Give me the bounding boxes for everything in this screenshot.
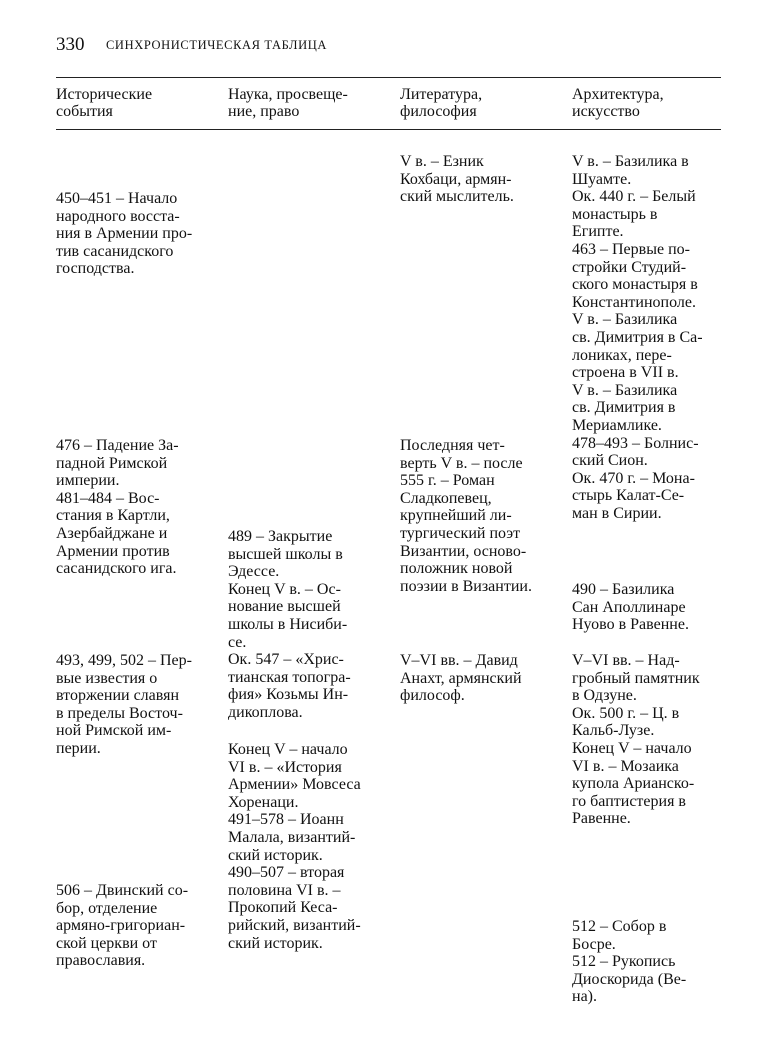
table-entry-history-3: 493, 499, 502 – Пер- вые известия о вторжении славян в пределы Восточ- ной Римской им- перии. xyxy=(56,652,192,757)
table-top-rule xyxy=(56,77,721,78)
header-bottom-rule xyxy=(56,129,721,130)
table-entry-architecture-2: 490 – Базилика Сан Аполлинаре Нуово в Равенне. xyxy=(572,581,689,634)
page-header xyxy=(56,34,726,58)
page-number: 330 xyxy=(56,34,85,55)
column-header-architecture xyxy=(572,86,722,120)
column-header-label: Литература, философия xyxy=(400,86,483,120)
column-header-science xyxy=(228,86,376,120)
table-entry-science-2: Конец V – начало VI в. – «История Армении» Мовсеса Хоренаци. 491–578 – Иоанн Малала, византий- ский историк. 490–507 – вторая половина VI в. – Прокопий Кеса- рийский, византий- ский историк. xyxy=(228,741,361,952)
column-header-label: Исторические события xyxy=(56,86,153,120)
table-entry-architecture-4: 512 – Собор в Босре. 512 – Рукопись Диоскорида (Ве- на). xyxy=(572,918,687,1006)
table-entry-history-4: 506 – Двинский со- бор, отделение армяно-григориан- ской церкви от православия. xyxy=(56,882,189,970)
table-entry-literature-1: V в. – Езник Кохбаци, армян- ский мыслитель. xyxy=(400,153,514,206)
table-entry-history-1: 450–451 – Начало народного восста- ния в Армении про- тив сасанидского господства. xyxy=(56,190,193,278)
column-header-label: Архитектура, искусство xyxy=(572,86,664,120)
column-header-label: Наука, просвеще- ние, право xyxy=(228,86,348,120)
table-entry-literature-3: V–VI вв. – Давид Анахт, армянский философ. xyxy=(400,652,522,705)
table-entry-literature-2: Последняя чет- верть V в. – после 555 г. – Роман Сладкопевец, крупнейший ли- тургический поэт Византии, осново- положник новой поэзии в Византии. xyxy=(400,437,532,595)
running-title: СИНХРОНИСТИЧЕСКАЯ ТАБЛИЦА xyxy=(106,38,327,52)
table-entry-architecture-3: V–VI вв. – Над- гробный памятник в Одзуне. Ок. 500 г. – Ц. в Кальб-Лузе. Конец V – начало VI в. – Мозаика купола Арианско- го баптистерия в Равенне. xyxy=(572,652,700,828)
table-entry-history-2: 476 – Падение За- падной Римской империи. 481–484 – Вос- стания в Картли, Азербайджане и Армении против сасанидского ига. xyxy=(56,437,179,578)
column-header-history xyxy=(56,86,206,120)
table-entry-architecture-1: V в. – Базилика в Шуамте. Ок. 440 г. – Белый монастырь в Египте. 463 – Первые по- стройки Студий- ского монастыря в Константинополе. V в. – Базилика св. Димитрия в Са- лониках, пере- строена в VII в. V в. – Базилика св. Димитрия в Мериамлике. 478–493 – Болнис- ский Сион. Ок. 470 г. – Мона- стырь Калат-Се- ман в Сирии. xyxy=(572,153,703,522)
column-header-literature xyxy=(400,86,550,120)
table-entry-science-1: 489 – Закрытие высшей школы в Эдессе. Конец V в. – Ос- нование высшей школы в Нисиби- се. Ок. 547 – «Хрис- тианская топогра- фия» Козьмы Ин- дикоплова. xyxy=(228,528,351,721)
